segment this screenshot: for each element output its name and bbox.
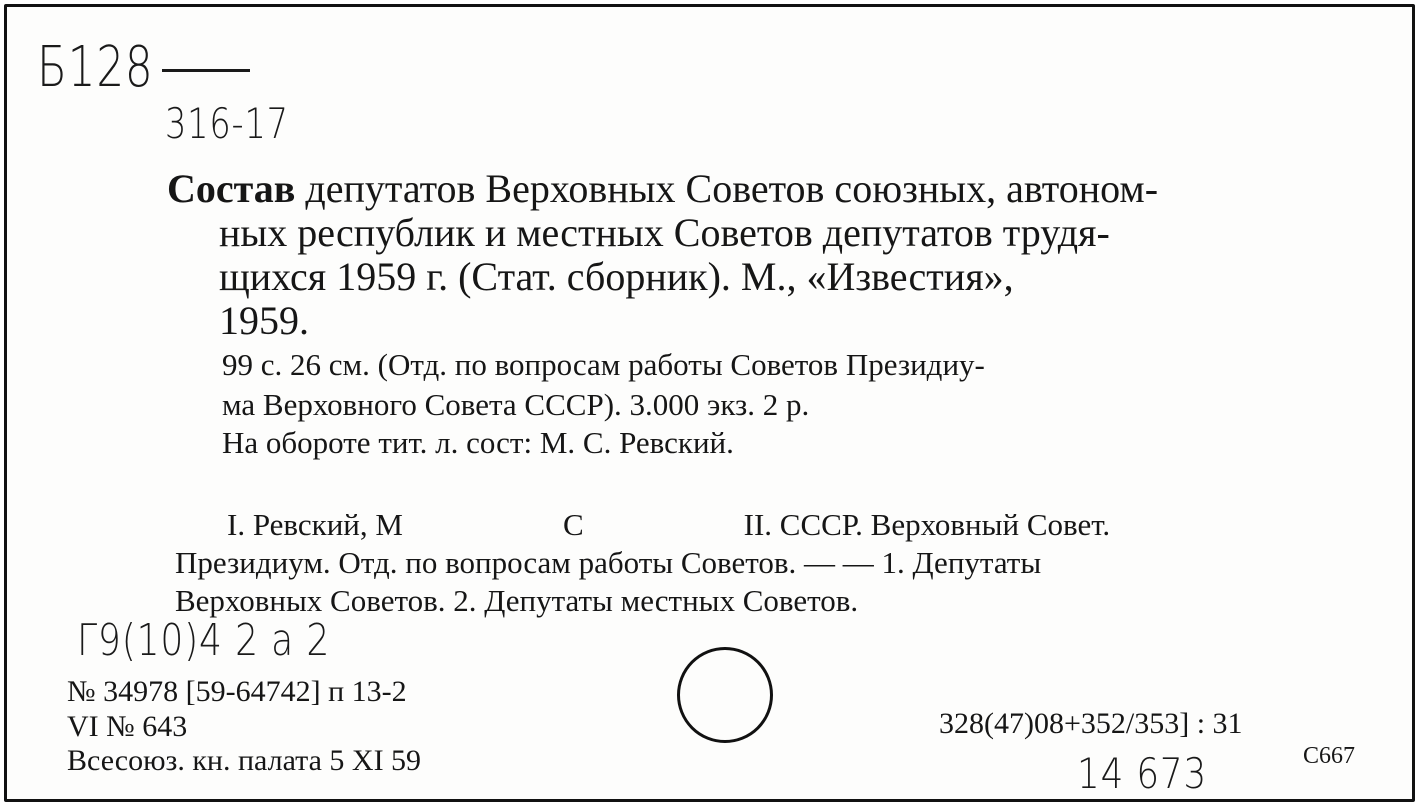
registry-line-3: Всесоюз. кн. палата 5 XI 59 [67, 744, 422, 777]
collation-line-1: 99 с. 26 см. (Отд. по вопросам работы Советов Президиу- [222, 347, 985, 382]
call-number-handwritten: Б128 [37, 35, 154, 100]
title-line-1-rest: депутатов Верховных Советов союзных, автоном- [295, 166, 1159, 211]
registry-line-2: VI № 643 [67, 710, 188, 743]
title-line-3: щихся 1959 г. (Стат. сборник). М., «Известия», [219, 254, 1014, 299]
bibliographic-title [167, 167, 1347, 343]
shelf-mark-handwritten: Г9(10)4 2 а 2 [77, 615, 331, 666]
tracings-line-3: Верховных Советов. 2. Депутаты местных Советов. [175, 583, 859, 618]
call-number-underline [162, 69, 250, 72]
title-line-4: 1959. [219, 298, 309, 343]
call-number-sub-handwritten: 316-17 [165, 99, 289, 148]
tracings-line-1 [227, 507, 1110, 543]
catalog-card [4, 4, 1415, 802]
udc-classification: 328(47)08+352/353] : 31 [939, 707, 1243, 740]
stamp-circle [677, 647, 773, 743]
title-line-2: ных республик и местных Советов депутатов трудя- [219, 210, 1110, 255]
collation-line-2: ма Верховного Совета СССР). 3.000 экз. 2 р. [222, 387, 810, 422]
card-code: С667 [1303, 743, 1356, 769]
tracing-corporate: II. СССР. Верховный Совет. [743, 507, 1111, 542]
tracings-line-2: Президиум. Отд. по вопросам работы Советов. — — 1. Депутаты [175, 545, 1042, 580]
title-bold-word: Состав [167, 166, 296, 211]
handwritten-number: 14 673 [1077, 749, 1208, 798]
collation-line-3: На обороте тит. л. сост: М. С. Ревский. [222, 425, 734, 460]
tracing-initial: С [562, 507, 584, 542]
tracing-author: I. Ревский, М [227, 507, 403, 542]
title-line-1 [167, 167, 1347, 211]
registry-line-1: № 34978 [59-64742] п 13-2 [67, 675, 407, 708]
